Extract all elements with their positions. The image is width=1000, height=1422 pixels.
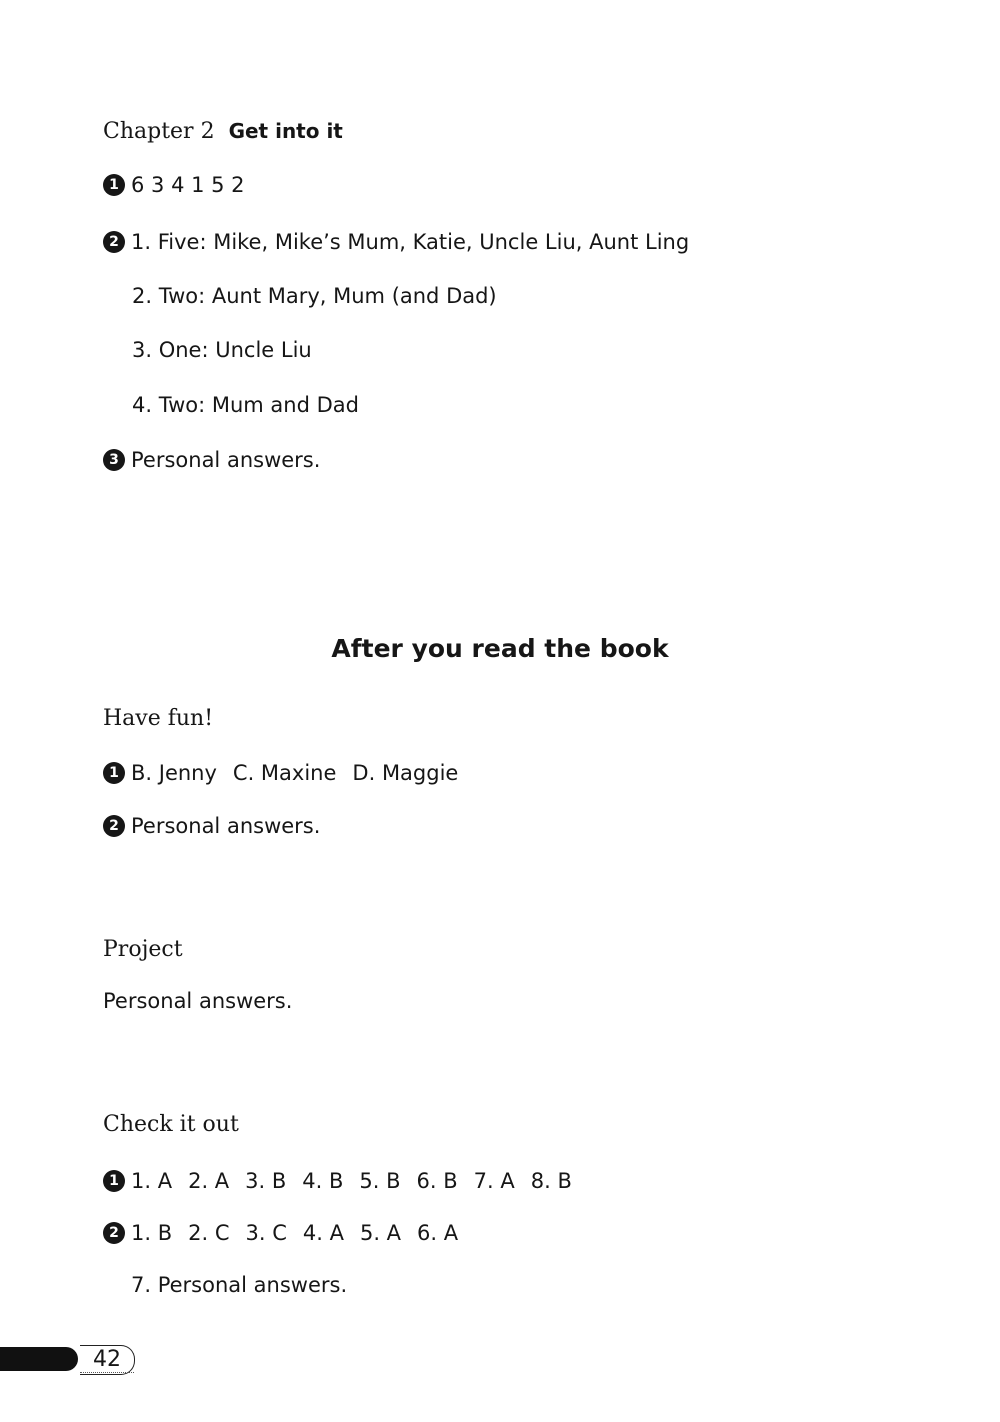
check-it-out-label: Check it out	[103, 1112, 239, 1137]
chapter-ex3	[103, 446, 320, 474]
answer-text: 6. A	[417, 1221, 459, 1245]
chapter-ex2-item-1	[103, 228, 689, 256]
answer-text: Personal answers.	[131, 814, 321, 838]
answer-text: C. Maxine	[232, 761, 337, 785]
answer-text: 5. B	[359, 1169, 401, 1193]
answer-text: 3. B	[245, 1169, 287, 1193]
answer-text: D. Maggie	[352, 761, 459, 785]
chapter-ex1	[103, 171, 245, 199]
answer-text: B. Jenny	[131, 761, 217, 785]
answer-text: 3. One: Uncle Liu	[132, 338, 312, 362]
page-tab-bar	[0, 1347, 78, 1371]
check-ex2	[103, 1219, 458, 1247]
answer-text: 1. B	[131, 1221, 173, 1245]
project-answer	[103, 987, 292, 1015]
exercise-number: 1	[103, 762, 125, 784]
chapter-ex2-item-3	[132, 336, 312, 364]
have-fun-ex1	[103, 759, 458, 787]
section-heading: After you read the book	[331, 634, 669, 663]
exercise-number: 2	[103, 1222, 125, 1244]
chapter-label: Chapter 2	[103, 119, 215, 144]
answer-text: 7. A	[473, 1169, 515, 1193]
answer-text: 2. C	[188, 1221, 230, 1245]
answer-text: 4. Two: Mum and Dad	[132, 393, 359, 417]
answer-text: 1. A	[131, 1169, 173, 1193]
exercise-number: 2	[103, 231, 125, 253]
answer-text: 3. C	[245, 1221, 287, 1245]
project-label: Project	[103, 937, 183, 962]
chapter-heading	[103, 117, 343, 146]
chapter-ex2-item-4	[132, 391, 359, 419]
exercise-number: 2	[103, 815, 125, 837]
page-number: 42	[80, 1345, 135, 1375]
answer-text: 6. B	[416, 1169, 458, 1193]
answer-text: 8. B	[530, 1169, 572, 1193]
chapter-ex2-item-2	[132, 282, 497, 310]
have-fun-label: Have fun!	[103, 706, 214, 731]
answer-text: 4. A	[302, 1221, 344, 1245]
exercise-number: 3	[103, 449, 125, 471]
chapter-ex1-answer: 6 3 4 1 5 2	[131, 173, 245, 197]
chapter-title: Get into it	[228, 119, 343, 143]
exercise-number: 1	[103, 1170, 125, 1192]
answer-text: 2. Two: Aunt Mary, Mum (and Dad)	[132, 284, 497, 308]
page-number-underline	[80, 1372, 134, 1373]
have-fun-ex2	[103, 812, 320, 840]
check-ex1	[103, 1167, 572, 1195]
answer-text: 5. A	[359, 1221, 402, 1245]
answer-text: Personal answers.	[103, 989, 293, 1013]
answer-text: 4. B	[302, 1169, 344, 1193]
answer-text: 2. A	[188, 1169, 230, 1193]
answer-text: 7. Personal answers.	[131, 1273, 348, 1297]
answer-text: Personal answers.	[131, 448, 321, 472]
answer-text: 1. Five: Mike, Mike’s Mum, Katie, Uncle Liu, Aunt Ling	[131, 230, 690, 254]
check-ex2-extra	[131, 1271, 347, 1299]
exercise-number: 1	[103, 174, 125, 196]
